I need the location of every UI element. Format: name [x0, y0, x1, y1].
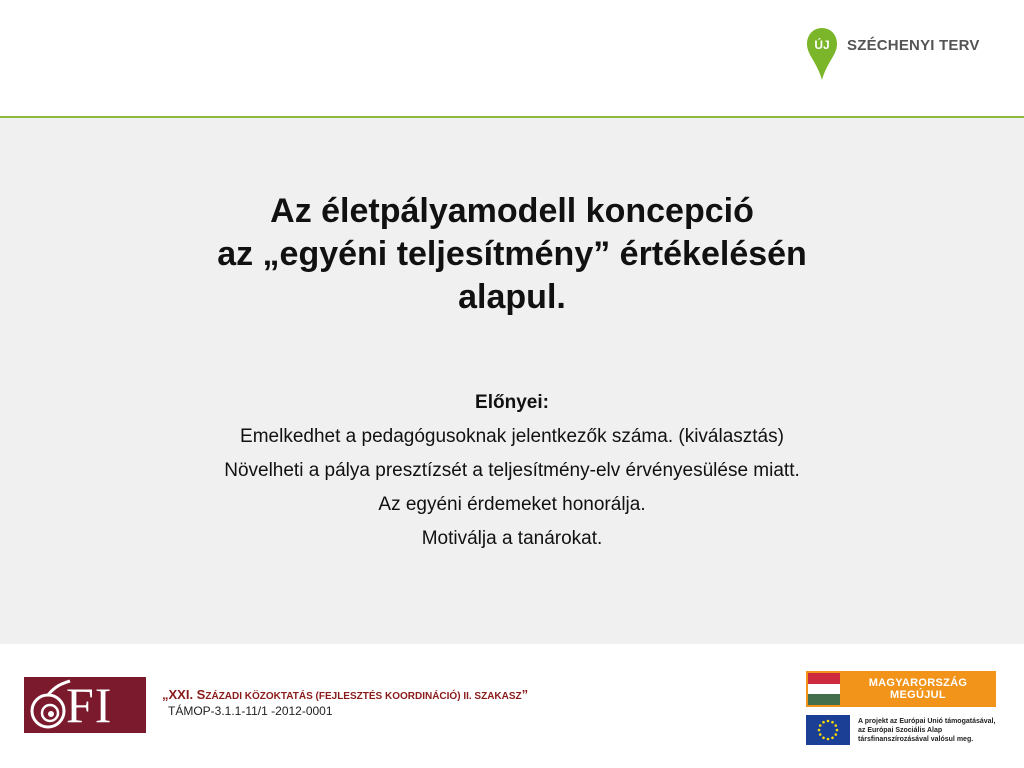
- benefits-heading: Előnyei:: [475, 392, 549, 413]
- eu-star: [818, 729, 821, 732]
- benefit-item: Növelheti a pálya presztízsét a teljesítmény-elv érvényesülése miatt.: [224, 460, 800, 481]
- ofi-logo-text: FI: [66, 677, 113, 733]
- slide-content: [0, 118, 1024, 644]
- eu-star: [831, 736, 834, 739]
- benefit-item: Motiválja a tanárokat.: [421, 528, 603, 549]
- project-info: [162, 687, 528, 718]
- eu-star: [827, 738, 830, 741]
- location-pin-icon: [805, 26, 839, 82]
- banner-text: MAGYARORSZÁG MEGÚJUL: [868, 677, 968, 701]
- szechenyi-terv-logo: [805, 26, 995, 82]
- logo-text: SZÉCHENYI TERV: [847, 37, 980, 54]
- eu-star: [819, 724, 822, 727]
- benefits-list: [0, 386, 1024, 556]
- project-title: „XXI. SZÁZADI KÖZOKTATÁS (FEJLESZTÉS KOORDINÁCIÓ) II. SZAKASZ”: [162, 687, 529, 702]
- eu-flag-icon: [806, 715, 850, 745]
- title-line: Az életpályamodell koncepció: [270, 192, 754, 230]
- magyarorszag-megujul-banner: [806, 671, 996, 707]
- logo-badge-text: ÚJ: [814, 38, 830, 52]
- slide-header: [0, 0, 1024, 116]
- slide-title: [0, 190, 1024, 319]
- benefit-item: Emelkedhet a pedagógusoknak jelentkezők száma. (kiválasztás): [240, 426, 784, 447]
- eu-star: [834, 724, 837, 727]
- eu-star: [819, 733, 822, 736]
- eu-funding-notice: [806, 714, 996, 746]
- benefit-item: Az egyéni érdemeket honorálja.: [378, 494, 646, 515]
- slide-footer: [0, 644, 1024, 768]
- hungarian-flag-icon: [808, 673, 840, 705]
- eu-star: [822, 721, 825, 724]
- title-line: alapul.: [458, 278, 566, 316]
- eu-notice-text: A projekt az Európai Unió támogatásával, az Európai Szociális Alap társfinanszírozásával valósul meg.: [858, 717, 996, 743]
- eu-star: [834, 733, 837, 736]
- project-code: TÁMOP-3.1.1-11/1 -2012-0001: [168, 704, 333, 718]
- eu-star: [831, 721, 834, 724]
- eu-star: [827, 720, 830, 723]
- eu-star: [822, 736, 825, 739]
- ofi-logo: [24, 677, 146, 733]
- title-line: az „egyéni teljesítmény” értékelésén: [217, 235, 807, 273]
- eu-star: [836, 729, 839, 732]
